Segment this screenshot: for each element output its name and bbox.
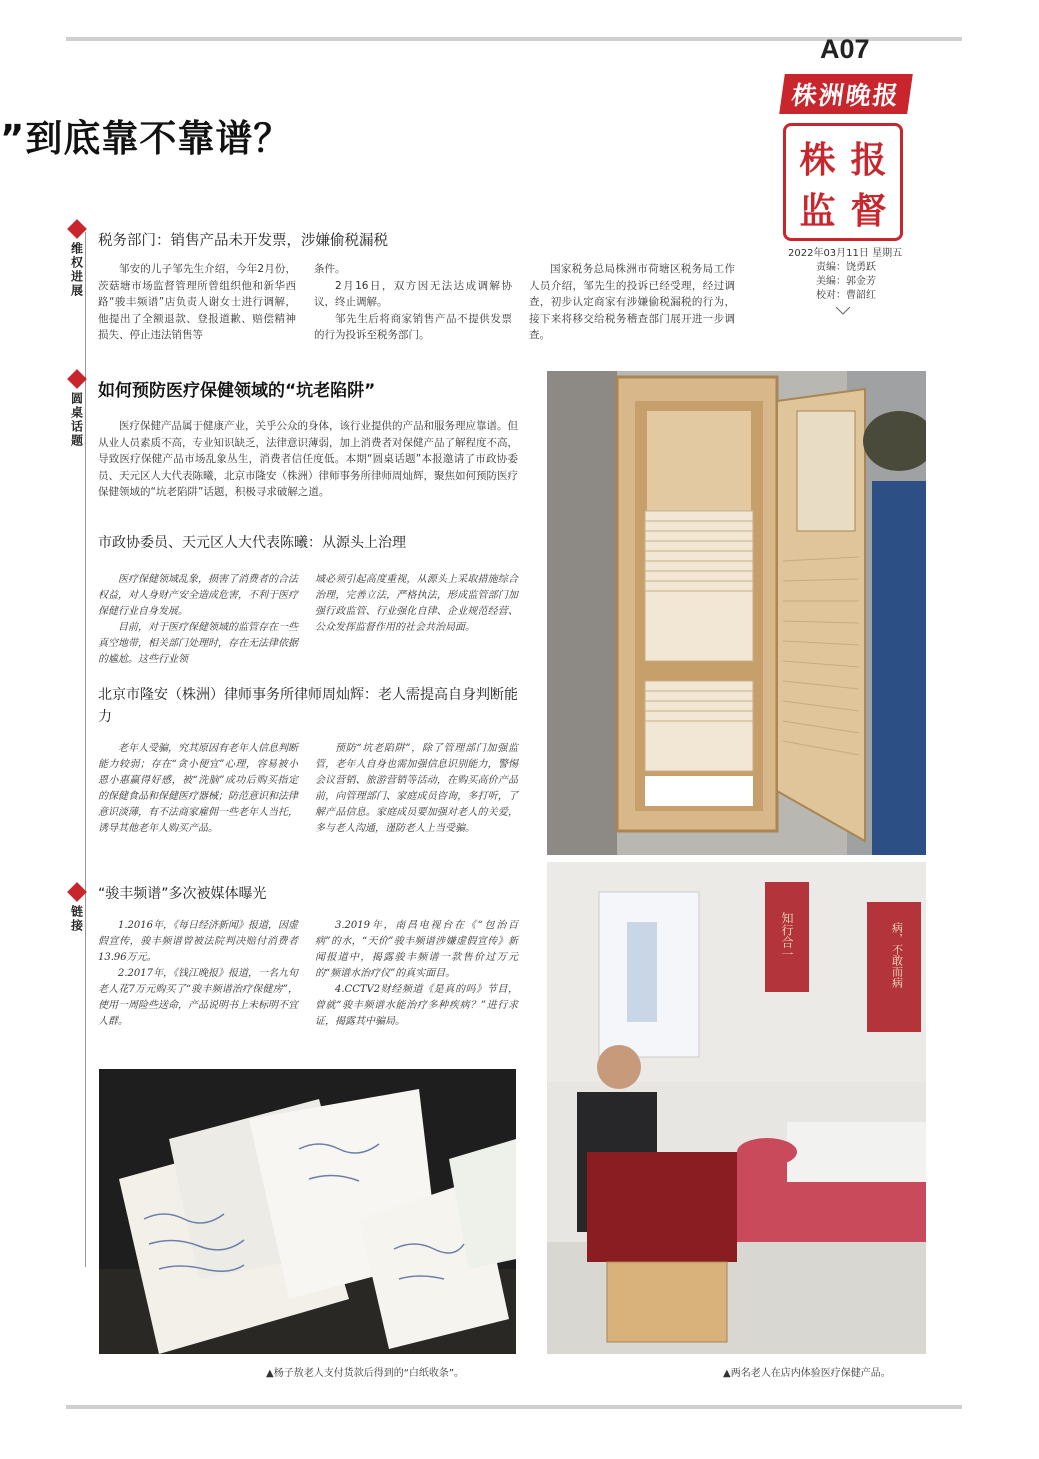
photo3-caption: ▲两名老人在店内体验医疗保健产品。 [723,1368,891,1379]
section2-sub1-col2 [315,572,518,636]
wall-sign-right: 病，不敢而病 [890,922,904,988]
section-tag-link [66,885,88,933]
diamond-icon [67,219,87,239]
section2-intro [98,418,518,501]
section-tag-label: 维权进展 [69,242,84,298]
section2-sub2-col1 [98,741,298,837]
paragraph: 2月16日，双方因无法达成调解协议，终止调解。 [314,279,512,308]
section2-subtitle-1: 市政协委员、天元区人大代表陈曦：从源头上治理 [98,535,406,551]
page-headline: ”到底靠不靠谱？ [0,117,292,160]
paragraph: 1.2016年，《每日经济新闻》报道，因虚假宣传，骏丰频谱曾被法院判决赔付消费者13.96万元。 [98,920,298,963]
section-tag-label: 圆桌话题 [69,392,84,448]
seal-char: 报 [850,139,887,181]
paragraph: 4.CCTV2财经频道《是真的吗》节目，曾就“骏丰频谱水能治疗多种疾病？”进行求证，揭露其中骗局。 [315,984,518,1027]
section3-title: “骏丰频谱”多次被媒体曝光 [98,886,267,902]
store-image [547,862,926,1354]
seal-char: 株 [799,139,836,181]
paragraph: 2.2017年，《钱江晚报》报道，一名九旬老人花7万元购买了“骏丰频谱治疗保健房”，使用一周险些送命，产品说明书上未标明不宜人群。 [98,968,298,1027]
seal-char: 督 [850,190,887,232]
column-seal [783,123,903,241]
paragraph: 目前，对于医疗保健领域的监管存在一些真空地带，相关部门处理时，存在无法律依据的尴尬。这些行业领 [98,622,298,665]
section2-title: 如何预防医疗保健领域的“坑老陷阱” [98,381,376,401]
photo-health-room [547,371,926,855]
designer-credit: 美编：郭金芳 [816,276,876,287]
editor-credit: 责编：饶勇跃 [816,262,876,273]
section2-sub2-col2 [315,741,518,837]
paragraph: 邹先生后将商家销售产品不提供发票的行为投诉至税务部门。 [314,312,512,341]
section-tag-roundtable [66,372,88,448]
section1-col3 [529,261,735,344]
paragraph: 国家税务总局株洲市荷塘区税务局工作人员介绍，邹先生的投诉已经受理，经过调查，初步认定商家有涉嫌偷税漏税的行为，接下来将移交给税务稽查部门展开进一步调查。 [529,263,735,341]
paragraph: 医疗保健产品属于健康产业，关乎公众的身体，该行业提供的产品和服务理应靠谱。但从业人员素质不高，专业知识缺乏，法律意识薄弱，加上消费者对保健产品了解程度不高，导致医疗保健产品市场乱象丛生，消费者信任度低。本期“圆桌话题”本报邀请了市政协委员、天元区人大代表陈曦，北京市隆安（株洲）律师事务所律师周灿辉，聚焦如何预防医疗保健领域的“坑老陷阱”话题，积极寻求破解之道。 [98,420,518,498]
paragraph: 预防“坑老陷阱”，除了管理部门加强监管，老年人自身也需加强信息识别能力，警惕会议营销、旅游营销等活动，在购买高价产品前，向管理部门、家庭成员咨询，多打听，了解产品信息。家庭成员要加强对老人的关爱，多与老人沟通，谨防老人上当受骗。 [315,743,518,834]
health-room-image [547,371,926,855]
paragraph: 邹安的儿子邹先生介绍，今年2月份，茨菇塘市场监督管理所曾组织他和新华西路“骏丰频谱”店负责人谢女士进行调解，他提出了全额退款、登报道歉、赔偿精神损失、停止违法销售等 [98,263,296,341]
diamond-icon [67,369,87,389]
diamond-icon [67,882,87,902]
paragraph: 医疗保健领域乱象，损害了消费者的合法权益，对人身财产安全造成危害，不利于医疗保健行业自身发展。 [98,574,298,617]
section-tag-label: 链接 [69,905,84,933]
paper-name-logo: 株洲晚报 [779,74,913,114]
paragraph: 老年人受骗，究其原因有老年人信息判断能力较弱；存在“贪小便宜”心理，容易被小恩小惠赢得好感，被“洗脑”成功后购买指定的保健食品和保健医疗器械；防范意识和法律意识淡薄，有不法商家雇佣一些老年人当托，诱导其他老年人购买产品。 [98,743,298,834]
section1-title: 税务部门：销售产品未开发票，涉嫌偷税漏税 [98,233,388,249]
publish-date: 2022年03月11日 星期五 [788,248,903,259]
section-tag-rights [66,222,88,298]
proofreader-credit: 校对：曹韶红 [816,290,876,301]
wall-sign-left: 知行合一 [780,912,794,960]
paragraph: 域必须引起高度重视，从源头上采取措施综合治理，完善立法，严格执法，形成监管部门加强行政监管、行业强化自律、企业规范经营、公众发挥监督作用的社会共治局面。 [315,574,518,633]
bottom-rule [66,1405,962,1409]
seal-char: 监 [799,190,836,232]
receipts-image [99,1069,516,1354]
photo2-caption: ▲杨子敖老人支付货款后得到的“白纸收条”。 [266,1368,465,1379]
edition-meta [788,247,902,303]
paragraph: 3.2019年，南昌电视台在《“包治百病”的水，“天价”骏丰频谱涉嫌虚假宣传》新闻报道中，揭露骏丰频谱一款售价过万元的“频谱水治疗仪”的真实面目。 [315,920,518,979]
page-number: A07 [820,34,870,64]
section1-col2 [314,261,512,344]
paragraph: 条件。 [314,263,346,275]
section1-col1 [98,261,296,344]
photo-receipts [99,1069,516,1354]
photo-store-experience [547,862,926,1354]
section3-col2 [315,918,518,1030]
section2-sub1-col1 [98,572,298,668]
meta-pointer-icon [836,307,850,315]
section2-subtitle-2: 北京市隆安（株洲）律师事务所律师周灿辉：老人需提高自身判断能力 [98,687,518,725]
section3-col1 [98,918,298,1030]
